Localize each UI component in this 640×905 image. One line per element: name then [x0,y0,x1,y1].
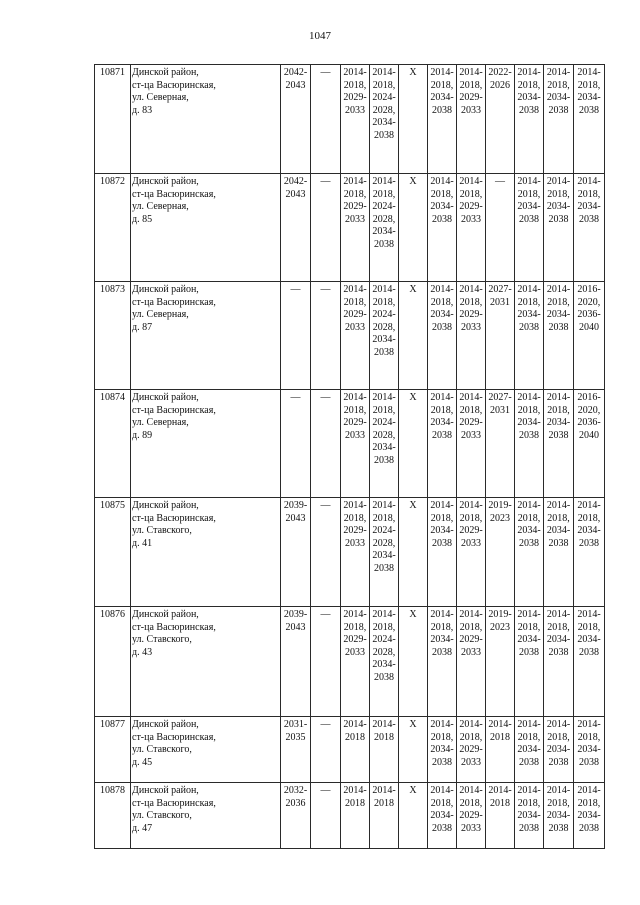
row-address: Динской район, ст-ца Васюринская, ул. Северная, д. 83 [131,65,281,174]
cell-col-2: — [311,717,341,783]
row-address: Динской район, ст-ца Васюринская, ул. Северная, д. 89 [131,390,281,498]
cell-col-7: 2014- 2018, 2029- 2033 [457,498,486,607]
cell-col-6: 2014- 2018, 2034- 2038 [428,783,457,849]
cell-col-8: 2014- 2018 [486,783,515,849]
cell-col-1: 2042- 2043 [281,174,311,282]
cell-col-11: 2014- 2018, 2034- 2038 [574,717,605,783]
cell-col-5: X [399,282,428,390]
cell-col-3: 2014- 2018 [341,717,370,783]
cell-col-4: 2014- 2018, 2024- 2028, 2034- 2038 [370,607,399,717]
cell-col-5: X [399,174,428,282]
cell-col-7: 2014- 2018, 2029- 2033 [457,65,486,174]
cell-col-3: 2014- 2018, 2029- 2033 [341,390,370,498]
cell-col-2: — [311,607,341,717]
cell-col-11: 2014- 2018, 2034- 2038 [574,498,605,607]
cell-col-7: 2014- 2018, 2029- 2033 [457,390,486,498]
table-row [95,717,605,783]
cell-col-2: — [311,390,341,498]
cell-col-10: 2014- 2018, 2034- 2038 [544,607,574,717]
row-address: Динской район, ст-ца Васюринская, ул. Ставского, д. 43 [131,607,281,717]
cell-col-6: 2014- 2018, 2034- 2038 [428,498,457,607]
cell-col-2: — [311,498,341,607]
cell-col-10: 2014- 2018, 2034- 2038 [544,783,574,849]
cell-col-10: 2014- 2018, 2034- 2038 [544,65,574,174]
cell-col-8: 2019- 2023 [486,607,515,717]
row-address: Динской район, ст-ца Васюринская, ул. Ставского, д. 47 [131,783,281,849]
cell-col-5: X [399,65,428,174]
cell-col-1: 2032- 2036 [281,783,311,849]
cell-col-4: 2014- 2018, 2024- 2028, 2034- 2038 [370,498,399,607]
cell-col-9: 2014- 2018, 2034- 2038 [515,390,544,498]
cell-col-9: 2014- 2018, 2034- 2038 [515,282,544,390]
cell-col-4: 2014- 2018, 2024- 2028, 2034- 2038 [370,174,399,282]
cell-col-5: X [399,390,428,498]
cell-col-10: 2014- 2018, 2034- 2038 [544,717,574,783]
cell-col-11: 2016- 2020, 2036- 2040 [574,390,605,498]
cell-col-9: 2014- 2018, 2034- 2038 [515,65,544,174]
cell-col-3: 2014- 2018, 2029- 2033 [341,498,370,607]
cell-col-4: 2014- 2018 [370,717,399,783]
cell-col-10: 2014- 2018, 2034- 2038 [544,498,574,607]
cell-col-6: 2014- 2018, 2034- 2038 [428,65,457,174]
cell-col-11: 2014- 2018, 2034- 2038 [574,783,605,849]
cell-col-4: 2014- 2018, 2024- 2028, 2034- 2038 [370,282,399,390]
cell-col-7: 2014- 2018, 2029- 2033 [457,607,486,717]
cell-col-3: 2014- 2018, 2029- 2033 [341,607,370,717]
row-id: 10877 [95,717,131,783]
cell-col-3: 2014- 2018, 2029- 2033 [341,174,370,282]
cell-col-8: 2027- 2031 [486,282,515,390]
table-row [95,607,605,717]
cell-col-1: 2039- 2043 [281,498,311,607]
row-address: Динской район, ст-ца Васюринская, ул. Ставского, д. 45 [131,717,281,783]
cell-col-7: 2014- 2018, 2029- 2033 [457,783,486,849]
cell-col-7: 2014- 2018, 2029- 2033 [457,174,486,282]
table-row [95,390,605,498]
cell-col-9: 2014- 2018, 2034- 2038 [515,717,544,783]
cell-col-1: 2039- 2043 [281,607,311,717]
cell-col-9: 2014- 2018, 2034- 2038 [515,498,544,607]
cell-col-6: 2014- 2018, 2034- 2038 [428,717,457,783]
row-address: Динской район, ст-ца Васюринская, ул. Северная, д. 85 [131,174,281,282]
row-address: Динской район, ст-ца Васюринская, ул. Ставского, д. 41 [131,498,281,607]
cell-col-3: 2014- 2018, 2029- 2033 [341,65,370,174]
cell-col-11: 2014- 2018, 2034- 2038 [574,174,605,282]
page-number: 1047 [309,30,331,42]
row-address: Динской район, ст-ца Васюринская, ул. Северная, д. 87 [131,282,281,390]
row-id: 10876 [95,607,131,717]
cell-col-8: 2022- 2026 [486,65,515,174]
cell-col-2: — [311,174,341,282]
cell-col-11: 2014- 2018, 2034- 2038 [574,65,605,174]
cell-col-8: 2019- 2023 [486,498,515,607]
registry-table [94,64,605,849]
cell-col-10: 2014- 2018, 2034- 2038 [544,282,574,390]
cell-col-8: — [486,174,515,282]
row-id: 10875 [95,498,131,607]
cell-col-8: 2014- 2018 [486,717,515,783]
cell-col-1: 2031- 2035 [281,717,311,783]
cell-col-6: 2014- 2018, 2034- 2038 [428,390,457,498]
cell-col-1: — [281,390,311,498]
cell-col-2: — [311,282,341,390]
cell-col-7: 2014- 2018, 2029- 2033 [457,282,486,390]
cell-col-9: 2014- 2018, 2034- 2038 [515,607,544,717]
cell-col-5: X [399,783,428,849]
table-row [95,783,605,849]
cell-col-5: X [399,498,428,607]
table-row [95,498,605,607]
cell-col-10: 2014- 2018, 2034- 2038 [544,390,574,498]
cell-col-8: 2027- 2031 [486,390,515,498]
cell-col-1: 2042- 2043 [281,65,311,174]
cell-col-10: 2014- 2018, 2034- 2038 [544,174,574,282]
cell-col-2: — [311,783,341,849]
cell-col-9: 2014- 2018, 2034- 2038 [515,783,544,849]
cell-col-5: X [399,717,428,783]
cell-col-4: 2014- 2018, 2024- 2028, 2034- 2038 [370,390,399,498]
cell-col-3: 2014- 2018 [341,783,370,849]
table-row [95,174,605,282]
cell-col-9: 2014- 2018, 2034- 2038 [515,174,544,282]
table-row [95,282,605,390]
cell-col-11: 2016- 2020, 2036- 2040 [574,282,605,390]
cell-col-6: 2014- 2018, 2034- 2038 [428,607,457,717]
cell-col-5: X [399,607,428,717]
cell-col-2: — [311,65,341,174]
cell-col-6: 2014- 2018, 2034- 2038 [428,174,457,282]
row-id: 10872 [95,174,131,282]
cell-col-7: 2014- 2018, 2029- 2033 [457,717,486,783]
row-id: 10878 [95,783,131,849]
cell-col-4: 2014- 2018 [370,783,399,849]
table-row [95,65,605,174]
cell-col-11: 2014- 2018, 2034- 2038 [574,607,605,717]
row-id: 10874 [95,390,131,498]
cell-col-3: 2014- 2018, 2029- 2033 [341,282,370,390]
row-id: 10873 [95,282,131,390]
cell-col-4: 2014- 2018, 2024- 2028, 2034- 2038 [370,65,399,174]
cell-col-6: 2014- 2018, 2034- 2038 [428,282,457,390]
row-id: 10871 [95,65,131,174]
cell-col-1: — [281,282,311,390]
